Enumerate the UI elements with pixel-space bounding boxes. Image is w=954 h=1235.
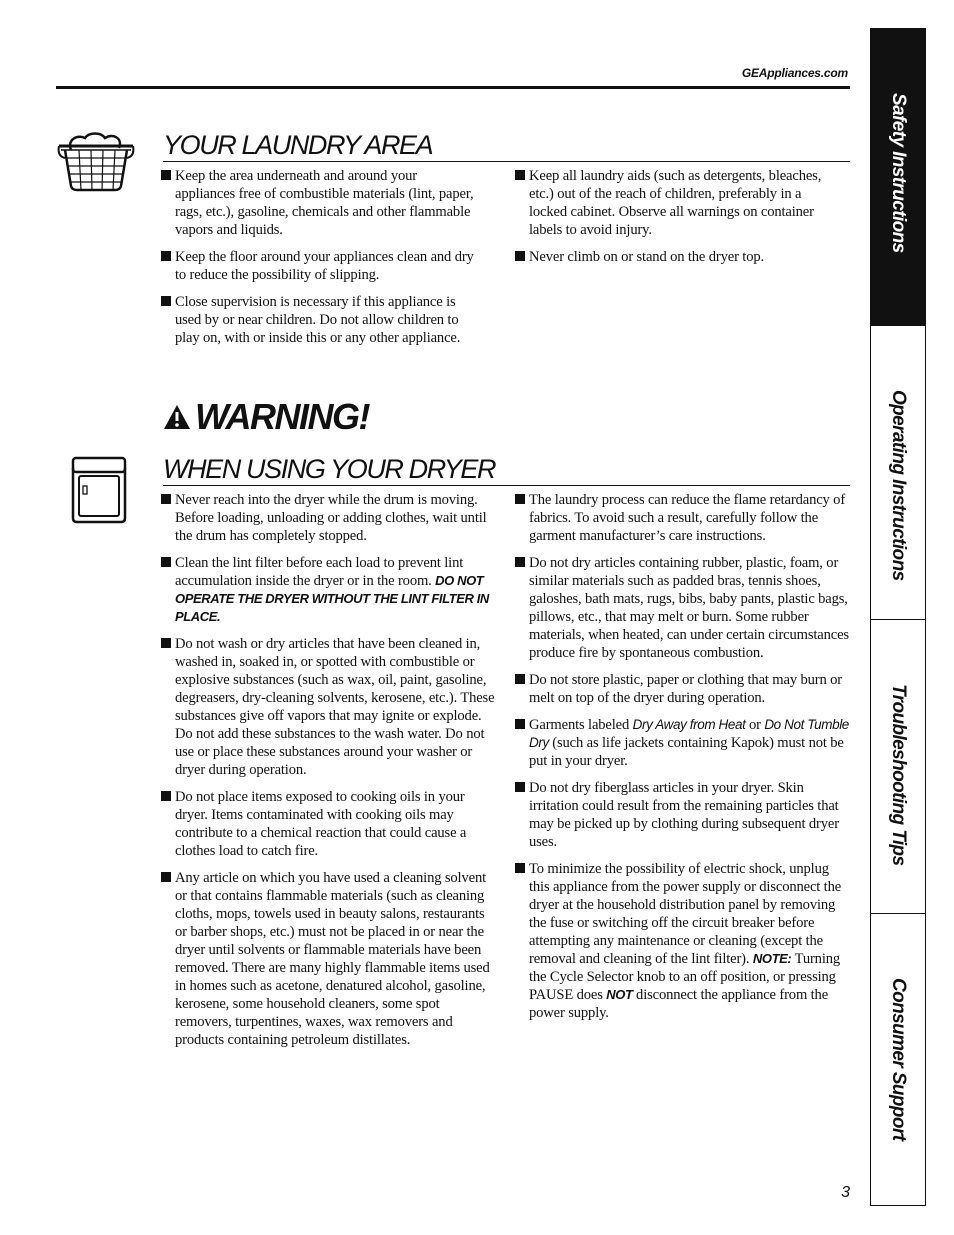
note-label: NOTE:	[752, 951, 792, 966]
tab-consumer-support[interactable]	[871, 913, 925, 1204]
garment-label-dry-away: Dry Away from Heat	[632, 717, 746, 732]
laundry-area-left-column	[161, 167, 479, 356]
shock-text-c: disconnect the appliance from the power supply.	[529, 987, 829, 1021]
dryer-right-column	[515, 491, 850, 1031]
laundry-basket-icon	[57, 128, 135, 192]
page-number: 3	[841, 1184, 850, 1201]
tab-label: Safety Instructions	[888, 93, 909, 253]
tab-label: Troubleshooting Tips	[888, 684, 909, 866]
tab-operating-instructions[interactable]	[871, 325, 925, 619]
list-item: Keep the area underneath and around your appliances free of combustible materials (lint, paper, rags, etc.), gasoline, chemicals and other flammable vapors and liquids.	[161, 167, 479, 239]
list-item: Keep the floor around your appliances clean and dry to reduce the possibility of slipping.	[161, 248, 479, 284]
dryer-icon	[69, 456, 129, 524]
list-item: Keep all laundry aids (such as detergents, bleaches, etc.) out of the reach of children, preferably in a locked cabinet. Observe all warnings on container labels to avoid injury.	[515, 167, 830, 239]
list-item: Do not place items exposed to cooking oils in your dryer. Items contaminated with cooking oils may contribute to a chemical reaction that could cause a clothes load to catch fire.	[161, 788, 497, 860]
shock-text-a: To minimize the possibility of electric shock, unplug this appliance from the power supply or disconnect the dryer at the household distribution panel by removing the fuse or switching off the circuit breaker before attempting any maintenance or cleaning (except the removal and cleaning of the lint filter).	[529, 861, 842, 967]
dryer-left-column	[161, 491, 497, 1058]
warning-triangle-icon	[163, 404, 191, 430]
garment-label-do-not-tumble: Do Not Tumble Dry	[529, 717, 849, 750]
garments-text-c: (such as life jackets containing Kapok) must not be put in your dryer.	[529, 735, 844, 769]
laundry-area-right-column	[515, 167, 830, 275]
tab-label: Consumer Support	[888, 978, 909, 1141]
list-item: Never reach into the dryer while the drum is moving. Before loading, unloading or adding clothes, wait until the drum has completely stopped.	[161, 491, 497, 545]
list-item: Do not dry articles containing rubber, plastic, foam, or similar materials such as padded bras, tennis shoes, galoshes, bath mats, rugs, bibs, baby pants, plastic bags, pillows, etc., that may melt or burn. Some rubber materials, when heated, can under certain circumstances produce fire by spontaneous combustion.	[515, 554, 850, 662]
list-item: Do not store plastic, paper or clothing that may burn or melt on top of the dryer during operation.	[515, 671, 850, 707]
site-url: GEAppliances.com	[741, 66, 848, 80]
shock-text-b: Turning the Cycle Selector knob to an off position, or pressing PAUSE does	[529, 951, 841, 1003]
tab-safety-instructions[interactable]	[871, 29, 925, 325]
not-emphasis: NOT	[606, 987, 633, 1002]
tab-troubleshooting-tips[interactable]	[871, 619, 925, 913]
laundry-area-rule	[163, 161, 850, 162]
list-item	[515, 860, 850, 1022]
tab-label: Operating Instructions	[888, 390, 909, 581]
dryer-title: WHEN USING YOUR DRYER	[163, 454, 496, 484]
warning-heading	[163, 396, 369, 438]
section-sidebar	[870, 28, 926, 1206]
lint-filter-warning: DO NOT OPERATE THE DRYER WITHOUT THE LINT FILTER IN PLACE.	[175, 573, 489, 624]
garments-text-b: or	[745, 717, 765, 733]
list-item: Close supervision is necessary if this appliance is used by or near children. Do not allow children to play on, with or inside this or any other appliance.	[161, 293, 479, 347]
list-item	[161, 554, 497, 626]
warning-label: WARNING!	[195, 396, 369, 437]
list-item: Do not wash or dry articles that have been cleaned in, washed in, soaked in, or spotted with combustible or explosive substances (such as wax, oil, paint, gasoline, degreasers, dry-cleaning solvents, kerosene, etc.). These substances give off vapors that may ignite or explode. Do not add these substances to the wash water. Do not use or place these substances around your washer or dryer during operation.	[161, 635, 497, 779]
top-rule	[56, 86, 850, 89]
dryer-rule	[163, 485, 850, 486]
list-item: Any article on which you have used a cleaning solvent or that contains flammable materials (such as cleaning cloths, mops, towels used in beauty salons, restaurants or barber shops, etc.) must not be placed in or near the dryer until solvents or flammable materials have been removed. There are many highly flammable items used in homes such as acetone, denatured alcohol, gasoline, kerosene, some household cleaners, some spot removers, turpentines, waxes, wax removers and products containing petroleum distillates.	[161, 869, 497, 1049]
list-item: Never climb on or stand on the dryer top.	[515, 248, 830, 266]
list-item: Do not dry fiberglass articles in your dryer. Skin irritation could result from the remaining particles that may be picked up by clothing during subsequent dryer uses.	[515, 779, 850, 851]
laundry-area-title: YOUR LAUNDRY AREA	[163, 130, 433, 160]
lint-filter-text: Clean the lint filter before each load to prevent lint accumulation inside the dryer or in the room.	[175, 555, 464, 589]
list-item	[515, 716, 850, 770]
list-item: The laundry process can reduce the flame retardancy of fabrics. To avoid such a result, carefully follow the garment manufacturer’s care instructions.	[515, 491, 850, 545]
garments-text-a: Garments labeled	[529, 717, 633, 733]
